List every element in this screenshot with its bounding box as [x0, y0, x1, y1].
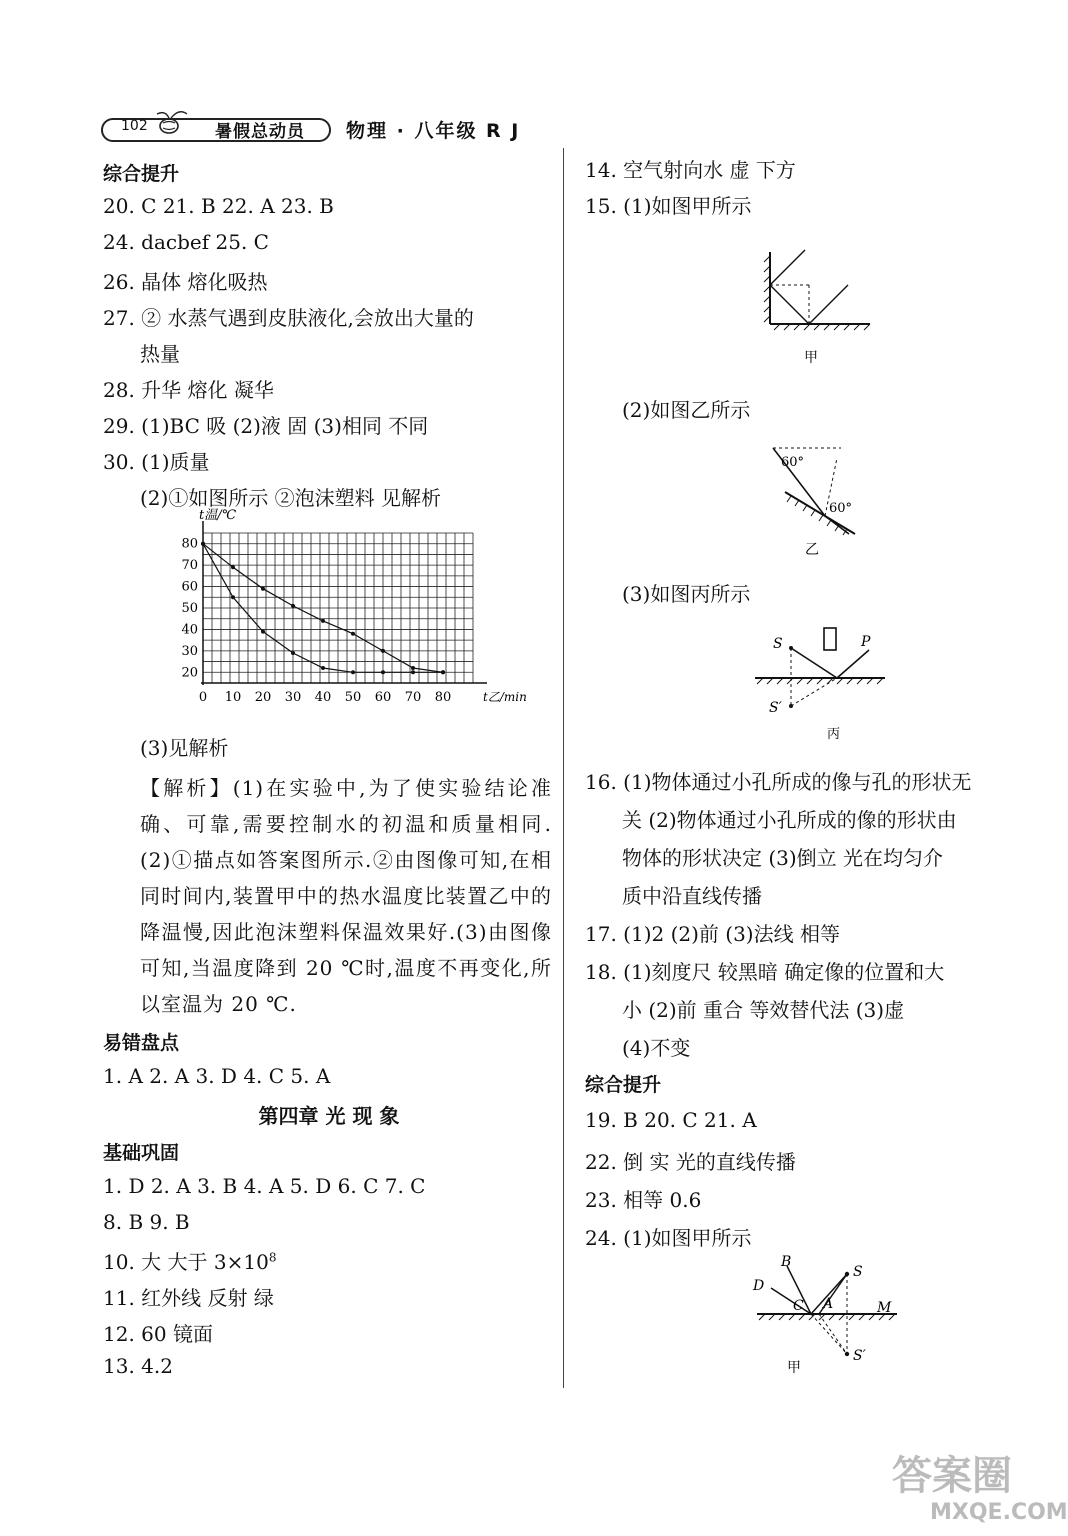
answer-line: 关 (2)物体通过小孔所成的像的形状由 — [622, 808, 957, 832]
section-heading: 易错盘点 — [103, 1032, 180, 1054]
answer-line: 18. (1)刻度尺 较黑暗 确定像的位置和大 — [585, 960, 945, 984]
x-tick-label: 70 — [404, 690, 422, 705]
figure-yi-reflection — [765, 442, 895, 560]
column-divider — [563, 148, 564, 1388]
answer-line: 小 (2)前 重合 等效替代法 (3)虚 — [622, 998, 905, 1022]
answer-line: 热量 — [140, 342, 180, 366]
point-label: S — [853, 1264, 863, 1280]
x-tick-label: 0 — [198, 690, 208, 705]
answer-line: 17. (1)2 (2)前 (3)法线 相等 — [585, 922, 840, 946]
x-tick-label: 50 — [344, 690, 362, 705]
point-label: S′ — [769, 700, 782, 716]
point-label: D — [753, 1278, 765, 1294]
answer-text: 10. 大 大于 3×10 — [103, 1250, 269, 1274]
section-heading: 综合提升 — [585, 1074, 662, 1096]
data-point — [351, 632, 355, 636]
data-point — [321, 666, 325, 670]
point-label: P — [861, 634, 871, 650]
data-point — [291, 651, 295, 655]
y-tick-label: 80 — [181, 536, 198, 552]
answer-line — [103, 1246, 276, 1275]
figure-caption: 甲 — [804, 350, 818, 366]
answer-line: (4)不变 — [622, 1036, 691, 1060]
page-header — [101, 116, 521, 142]
figure-caption: 丙 — [827, 727, 841, 742]
data-point — [261, 630, 265, 634]
data-point — [321, 619, 325, 623]
answer-line: 30. (1)质量 — [103, 450, 210, 474]
explanation-paragraph: 【解析】(1)在实验中,为了使实验结论准确、可靠,需要控制水的初温和质量相同.(2)①描点如答案图所示.②由图像可知,在相同时间内,装置甲中的热水温度比装置乙中的降温慢,因此泡沫塑料保温效果好.(3)由图像可知,当温度降到 20 ℃时,温度不再变化,所以室温为 20 ℃. — [140, 776, 552, 1016]
data-point — [231, 595, 235, 599]
answer-line: 13. 4.2 — [103, 1354, 173, 1378]
y-tick-label: 60 — [181, 579, 198, 595]
data-point — [291, 604, 295, 608]
point-label: S′ — [853, 1348, 866, 1364]
subject-grade: 物理 · 八年级 R J — [346, 120, 521, 142]
bee-icon — [151, 108, 191, 142]
angle-label: 60° — [781, 455, 805, 470]
data-point — [201, 542, 205, 546]
y-tick-label: 70 — [181, 558, 198, 574]
figure-24-jia — [747, 1256, 907, 1380]
section-heading: 基础巩固 — [103, 1142, 180, 1164]
answer-line: 22. 倒 实 光的直线传播 — [585, 1150, 796, 1174]
answer-line: 16. (1)物体通过小孔所成的像与孔的形状无 — [585, 770, 972, 794]
point-label: M — [877, 1300, 892, 1316]
answer-line: 11. 红外线 反射 绿 — [103, 1286, 274, 1310]
data-point — [231, 565, 235, 569]
answer-line: 23. 相等 0.6 — [585, 1188, 702, 1212]
answer-line: 14. 空气射向水 虚 下方 — [585, 158, 796, 182]
figure-caption: 甲 — [787, 1360, 801, 1376]
data-point — [381, 670, 385, 674]
figure-caption: 乙 — [805, 542, 819, 558]
answer-line: 28. 升华 熔化 凝华 — [103, 378, 274, 402]
x-tick-label: 20 — [254, 690, 272, 705]
data-point — [351, 670, 355, 674]
x-tick-label: 30 — [284, 690, 302, 705]
figure-bing-mirror — [753, 620, 893, 742]
answer-line: 12. 60 镜面 — [103, 1322, 213, 1346]
x-tick-label: 80 — [434, 690, 452, 705]
point-label: S — [773, 636, 783, 652]
point-label: B — [781, 1254, 792, 1270]
figure-jia-reflection — [760, 242, 880, 372]
x-tick-label: 40 — [314, 690, 332, 705]
answer-line: 20. C 21. B 22. A 23. B — [103, 194, 334, 218]
watermark-url: MXQE.COM — [930, 1500, 1068, 1525]
answer-line: 24. (1)如图甲所示 — [585, 1226, 752, 1250]
y-tick-label: 50 — [181, 601, 198, 616]
x-tick-label: 60 — [374, 690, 392, 705]
answer-line: (2)如图乙所示 — [622, 398, 751, 422]
x-tick-label: 10 — [224, 690, 242, 705]
answer-line: 1. D 2. A 3. B 4. A 5. D 6. C 7. C — [103, 1174, 426, 1198]
data-point — [261, 587, 265, 591]
temperature-chart — [163, 508, 527, 720]
angle-label: 60° — [829, 501, 853, 516]
page-number: 102 — [121, 118, 148, 134]
x-axis-label: t乙/min — [483, 690, 527, 704]
data-point — [411, 666, 415, 670]
watermark-logo: 答案圈 — [892, 1453, 1012, 1499]
y-tick-label: 30 — [181, 643, 198, 659]
answer-line: 27. ② 水蒸气遇到皮肤液化,会放出大量的 — [103, 306, 474, 330]
y-tick-label: 40 — [181, 622, 198, 638]
point-label: A — [823, 1296, 834, 1312]
section-heading: 综合提升 — [103, 163, 180, 185]
answer-line: (3)如图丙所示 — [622, 582, 751, 606]
answer-line: 物体的形状决定 (3)倒立 光在均匀介 — [622, 846, 944, 870]
chapter-title: 第四章 光 现 象 — [258, 1104, 400, 1128]
book-name: 暑假总动员 — [215, 122, 305, 142]
answer-line: 26. 晶体 熔化吸热 — [103, 270, 268, 294]
data-point — [381, 649, 385, 653]
data-point — [441, 670, 445, 674]
point-label: C — [793, 1298, 804, 1314]
answer-line: (2)①如图所示 ②泡沫塑料 见解析 — [140, 486, 442, 510]
answer-line: 24. dacbef 25. C — [103, 230, 269, 254]
y-axis-label: t温/℃ — [199, 508, 237, 523]
answer-line: 质中沿直线传播 — [622, 884, 762, 908]
data-point — [411, 670, 415, 674]
answer-line: (3)见解析 — [140, 736, 229, 760]
answer-line: 8. B 9. B — [103, 1210, 190, 1234]
exponent: 8 — [268, 1250, 277, 1265]
answer-line: 29. (1)BC 吸 (2)液 固 (3)相同 不同 — [103, 414, 429, 438]
answer-line: 1. A 2. A 3. D 4. C 5. A — [103, 1064, 331, 1088]
answer-line: 15. (1)如图甲所示 — [585, 194, 752, 218]
y-tick-label: 20 — [181, 665, 198, 681]
answer-line: 19. B 20. C 21. A — [585, 1108, 757, 1132]
